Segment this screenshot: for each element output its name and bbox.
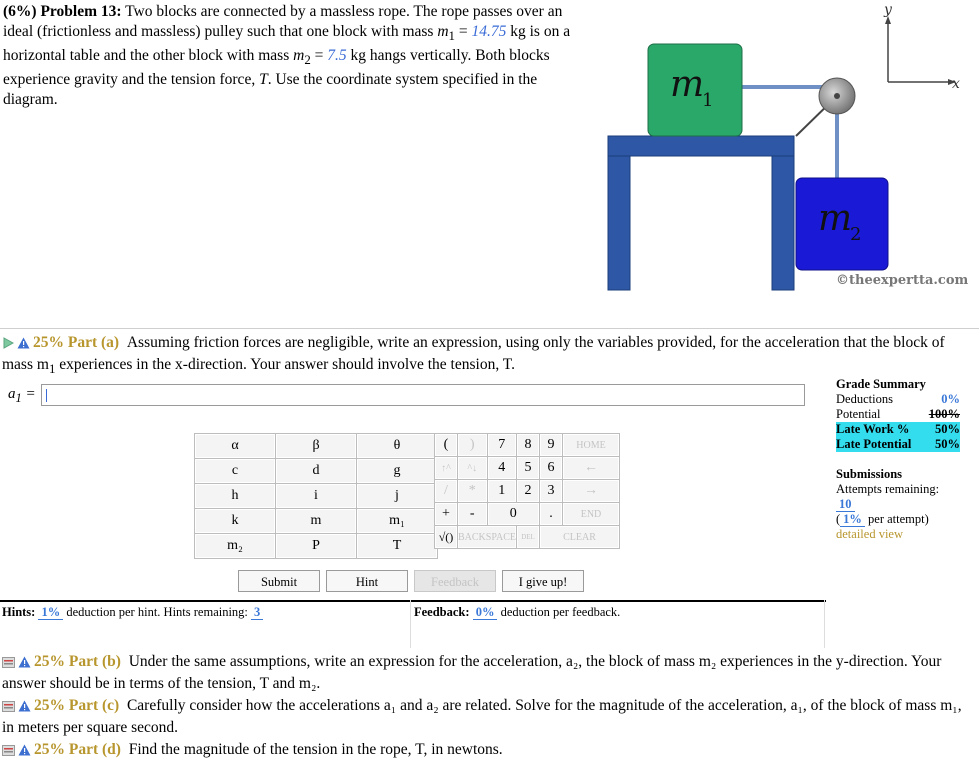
key-right-arrow[interactable]: →: [563, 480, 620, 503]
warning-icon: [18, 742, 31, 762]
variable-keypad: [194, 433, 438, 559]
hint-button[interactable]: Hint: [326, 570, 408, 592]
section-divider: [0, 328, 979, 329]
block-m1-sub: 1: [702, 90, 714, 111]
key-c[interactable]: c: [195, 459, 276, 484]
key-5[interactable]: 5: [517, 457, 540, 480]
grade-summary: Grade Summary Deductions 0% Potential 100% Late Work % 50% Late Potential 50% Submissions Attempts remaining: 10 ( 1% per attempt) detailed view: [836, 377, 960, 541]
submit-button[interactable]: Submit: [238, 570, 320, 592]
collapsed-part-icon: [2, 742, 15, 762]
key-divide[interactable]: /: [435, 480, 458, 503]
answer-input[interactable]: [41, 384, 805, 406]
key-p[interactable]: P: [276, 534, 357, 559]
problem-statement: (6%) Problem 13: Two blocks are connected by a massless rope. The rope passes over an ideal (frictionless and massless) pulley such that one block with mass $m_1 = 14.75$ kg is on a horizontal table and the other block with mass $m_2 = 7.5$ kg hangs vertically. Both blocks experience gravity and the tension force, T. Use the coordinate system specified in the diagram.: [3, 3, 571, 109]
m2-value: 7.5: [327, 47, 347, 65]
key-theta[interactable]: θ: [357, 434, 438, 459]
key-j[interactable]: j: [357, 484, 438, 509]
problem-header: (6%) Problem 13:: [3, 3, 122, 20]
collapsed-part-icon: [2, 698, 15, 718]
part-c-header[interactable]: 25% Part (c) Carefully consider how the accelerations a₁ and a₂ are related. Solve for the magnitude of the acceleration, a₁, of the block of mass m₁, in meters per square second.: [2, 697, 962, 736]
play-icon[interactable]: [2, 335, 14, 355]
attempts-remaining: 10: [836, 497, 855, 512]
key-multiply[interactable]: *: [458, 480, 488, 503]
hint-feedback-bar: [0, 600, 826, 648]
late-work-value: 50%: [935, 422, 960, 436]
deductions-value: 0%: [941, 392, 960, 406]
part-a-header: 25% Part (a) Assuming friction forces are negligible, write an expression, using only the variables provided, for the acceleration that the block of mass $m_1$ experiences in the x-direction. Your answer should involve the tension, T.: [2, 334, 945, 377]
key-t[interactable]: T: [357, 534, 438, 559]
part-a-label: 25% Part (a): [33, 334, 120, 351]
key-decimal[interactable]: .: [540, 503, 563, 526]
key-i[interactable]: i: [276, 484, 357, 509]
give-up-button[interactable]: I give up!: [502, 570, 584, 592]
key-7[interactable]: 7: [487, 434, 517, 457]
warning-icon: [18, 698, 31, 718]
problem-diagram: [600, 0, 979, 300]
feedback-button[interactable]: Feedback: [414, 570, 496, 592]
block-m2-label: m: [818, 198, 853, 239]
key-alpha[interactable]: α: [195, 434, 276, 459]
warning-icon: [18, 654, 31, 674]
key-sqrt[interactable]: √(): [435, 526, 458, 549]
key-0[interactable]: 0: [487, 503, 540, 526]
key-m[interactable]: m: [276, 509, 357, 534]
part-c-label: 25% Part (c): [34, 697, 120, 714]
key-beta[interactable]: β: [276, 434, 357, 459]
key-6[interactable]: 6: [540, 457, 563, 480]
m1-value: 14.75: [471, 23, 507, 40]
key-3[interactable]: 3: [540, 480, 563, 503]
key-h[interactable]: h: [195, 484, 276, 509]
key-end[interactable]: END: [563, 503, 620, 526]
part-d-label: 25% Part (d): [34, 741, 121, 758]
key-9[interactable]: 9: [540, 434, 563, 457]
block-m2-sub: 2: [850, 224, 862, 245]
coordinate-axes-icon: [885, 16, 956, 85]
key-d[interactable]: d: [276, 459, 357, 484]
watermark: ©theexpertta.com: [836, 273, 969, 288]
key-clear[interactable]: CLEAR: [540, 526, 620, 549]
key-4[interactable]: 4: [487, 457, 517, 480]
key-2[interactable]: 2: [517, 480, 540, 503]
key-subscript[interactable]: ^↓: [458, 457, 488, 480]
key-m1[interactable]: m₁: [357, 509, 438, 534]
hints-info: Hints: 1% deduction per hint. Hints remaining: 3: [2, 605, 263, 620]
late-potential-value: 50%: [935, 437, 960, 451]
key-left-arrow[interactable]: ←: [563, 457, 620, 480]
key-1[interactable]: 1: [487, 480, 517, 503]
key-home[interactable]: HOME: [563, 434, 620, 457]
axis-y-label: y: [884, 2, 892, 18]
part-d-header[interactable]: 25% Part (d) Find the magnitude of the tension in the rope, T, in newtons.: [2, 740, 972, 762]
grade-summary-title: Grade Summary: [836, 377, 926, 391]
key-8[interactable]: 8: [517, 434, 540, 457]
part-b-header[interactable]: 25% Part (b) Under the same assumptions, write an expression for the acceleration, a₂, the block of mass m₂ experiences in the y-direction. Your answer should be in terms of the tension, T and m₂.: [2, 653, 942, 692]
answer-label: $a_1$ =: [8, 386, 36, 405]
feedback-info: Feedback: 0% deduction per feedback.: [414, 605, 621, 619]
key-plus[interactable]: +: [435, 503, 458, 526]
key-m2[interactable]: m₂: [195, 534, 276, 559]
collapsed-part-icon: [2, 654, 15, 674]
part-b-label: 25% Part (b): [34, 653, 121, 670]
potential-value: 100%: [928, 407, 960, 421]
hints-remaining: 3: [251, 605, 263, 620]
key-superscript[interactable]: ↑^: [435, 457, 458, 480]
number-keypad: [434, 433, 620, 549]
table: [608, 136, 794, 290]
submissions-title: Submissions: [836, 467, 903, 481]
key-open-paren[interactable]: (: [435, 434, 458, 457]
key-minus[interactable]: -: [458, 503, 488, 526]
per-attempt-deduction: 1%: [840, 512, 865, 527]
key-backspace[interactable]: BACKSPACE: [458, 526, 517, 549]
block-m1-label: m: [670, 64, 705, 105]
detailed-view-link[interactable]: detailed view: [836, 527, 903, 541]
axis-x-label: x: [952, 76, 960, 92]
key-g[interactable]: g: [357, 459, 438, 484]
warning-icon: [17, 335, 30, 355]
diagram-svg: [600, 0, 979, 300]
key-del[interactable]: DEL: [517, 526, 540, 549]
key-close-paren[interactable]: ): [458, 434, 488, 457]
key-k[interactable]: k: [195, 509, 276, 534]
